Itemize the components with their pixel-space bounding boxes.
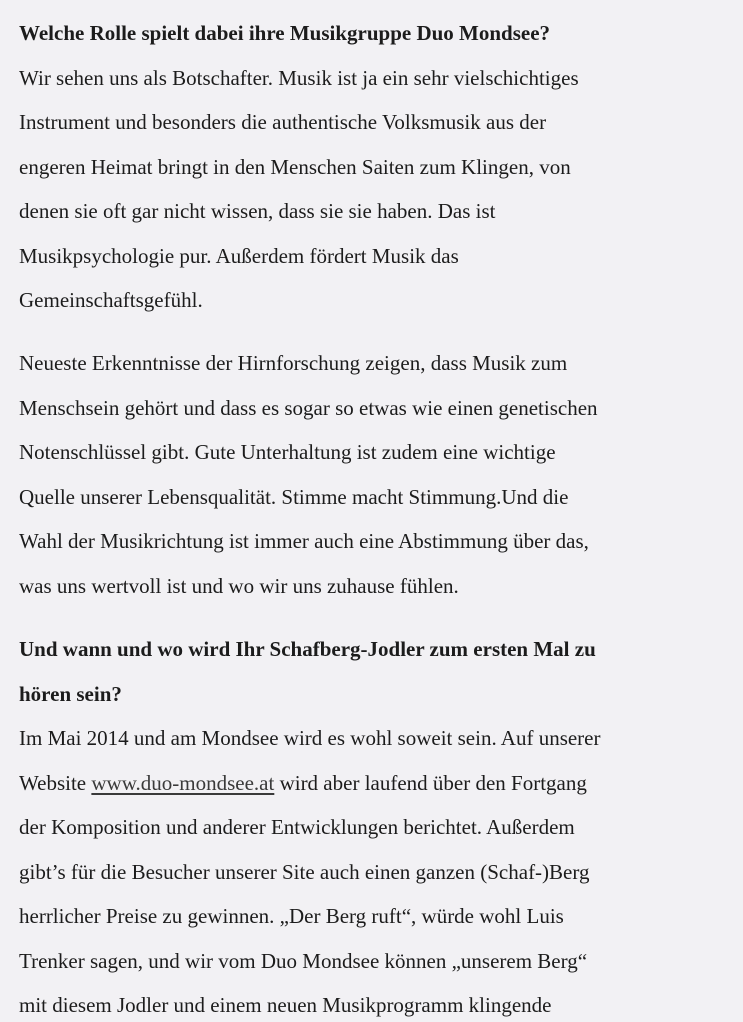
text-line: Menschsein gehört und dass es sogar so etwas wie einen genetischen [19,395,598,420]
text-line: gibt’s für die Besucher unserer Site auch einen ganzen (Schaf-)Berg [19,859,590,884]
text-line: Instrument und besonders die authentische Volksmusik aus der [19,110,547,134]
text-line: engeren Heimat bringt in den Menschen Saiten zum Klingen, von [19,154,571,179]
text-line: denen sie oft gar nicht wissen, dass sie sie haben. Das ist [19,199,496,223]
text-line: Notenschlüssel gibt. Gute Unterhaltung ist zudem eine wichtige [19,440,556,464]
text-fragment: Website [19,770,92,795]
text-line: Wahl der Musikrichtung ist immer auch eine Abstimmung über das, [19,529,589,553]
answer-paragraph-1 [19,56,743,323]
answer-paragraph-3 [19,716,743,1022]
paragraph-2 [19,341,743,608]
text-line: der Komposition und anderer Entwicklungen berichtet. Außerdem [19,815,575,839]
text-line: Neueste Erkenntnisse der Hirnforschung zeigen, dass Musik zum [19,351,568,375]
question-heading-2 [19,627,596,716]
text-line: was uns wertvoll ist und wo wir uns zuhause fühlen. [19,573,459,598]
text-line: Quelle unserer Lebensqualität. Stimme macht Stimmung.Und die [19,484,569,509]
text-line-with-link [19,761,743,806]
text-line: herrlicher Preise zu gewinnen. „Der Berg ruft“, würde wohl Luis [19,904,564,928]
text-fragment: wird aber laufend über den Fortgang [274,770,587,795]
heading-line: Welche Rolle spielt dabei ihre Musikgruppe Duo Mondsee? [19,21,551,45]
heading-line: Und wann und wo wird Ihr Schafberg-Jodler zum ersten Mal zu [19,637,596,661]
text-line: Trenker sagen, und wir vom Duo Mondsee können „unserem Berg“ [19,948,588,973]
text-line: Wir sehen uns als Botschafter. Musik ist ja ein sehr vielschichtiges [19,65,579,90]
text-line: Musikpsychologie pur. Außerdem fördert Musik das [19,243,459,268]
question-heading-1 [19,11,550,56]
text-line: Gemeinschaftsgefühl. [19,288,203,312]
text-line: Im Mai 2014 und am Mondsee wird es wohl soweit sein. Auf unserer [19,726,601,750]
heading-line: hören sein? [19,681,122,706]
text-line: mit diesem Jodler und einem neuen Musikprogramm klingende [19,993,552,1017]
website-link[interactable]: www.duo-mondsee.at [91,770,275,795]
